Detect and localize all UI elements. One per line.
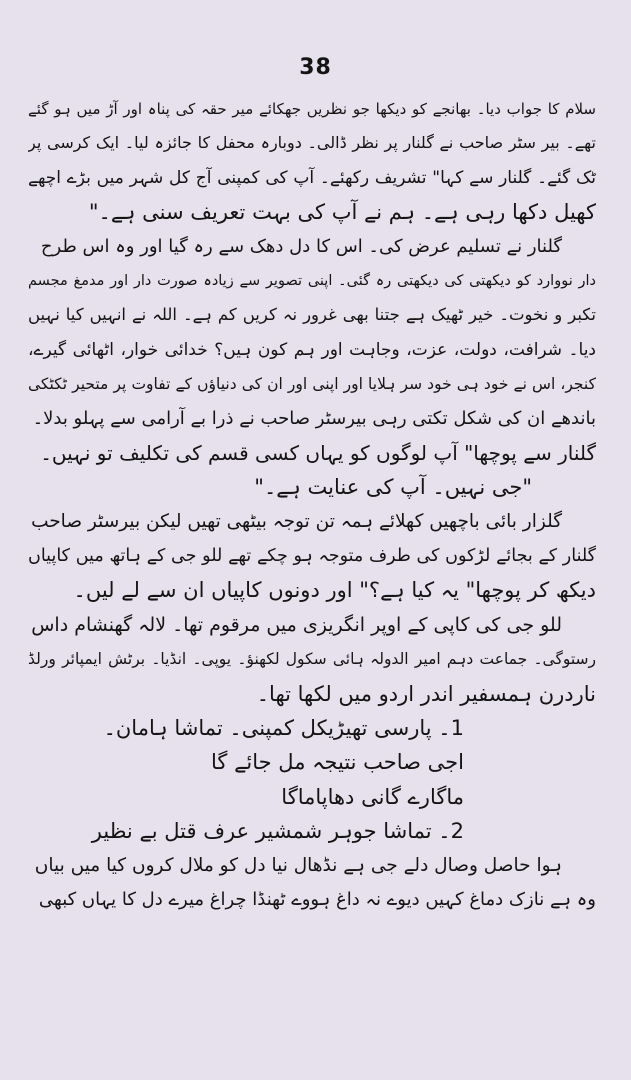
text-line: گلزار بائی باچھیں کھلائے ہمہ تن توجہ بیٹھی تھیں لیکن بیرسٹر صاحب [31,510,562,532]
text-line: کنجر، اس نے خود ہی خود سر ہلایا اور اپنی اور ان کی دنیاؤں کے تفاوت پر متحیر ٹکٹکی [28,375,596,394]
text-line: اجی صاحب نتیجہ مل جائے گا [211,750,464,775]
text-line: گلنار سے پوچھا" آپ لوگوں کو یہاں کسی قسم کی تکلیف تو نہیں۔ [40,440,596,465]
text-line: ماگارے گانی دھاپاماگا [281,784,464,809]
text-line: "جی نہیں۔ آپ کی عنایت ہے۔" [254,475,532,500]
text-line: ہوا حاصل وصال دلے جی ہے نڈھال نیا دل کو ملال کروں کیا میں بیاں [34,854,562,876]
text-line: دار نووارد کو دیکھتی کی دیکھتی رہ گئی۔ اپنی تصویر سے زیادہ صورت دار اور مدمغ مجسم [28,272,596,289]
page-number: 38 [299,55,332,80]
text-line: تھے۔ بیر سٹر صاحب نے گلنار پر نظر ڈالی۔ دوبارہ محفل کا جائزہ لیا۔ ایک کرسی پر [28,133,596,153]
text-line: دیا۔ شرافت، دولت، عزت، وجاہت اور ہم کون ہیں؟ خدائی خوار، اٹھائی گیرے، [28,339,596,360]
text-line: تکبر و نخوت۔ خیر ٹھیک ہے جتنا بھی غرور نہ کریں کم ہے۔ اللہ نے انہیں کیا نہیں [28,305,596,325]
text-line: گلنار نے تسلیم عرض کی۔ اس کا دل دھک سے رہ گیا اور وہ اس طرح [40,235,562,257]
text-line: وہ ہے نازک دماغ کہیں دیوے نہ داغ ہووے ٹھنڈا چراغ میرے دل کا یہاں کبھی [38,888,596,910]
text-body [28,92,596,917]
text-line: گلنار کے بجائے لڑکوں کی طرف متوجہ ہو چکے تھے للو جی کے ہاتھ میں کاپیاں [28,546,596,567]
text-line: للو جی کی کاپی کے اوپر انگریزی میں مرقوم تھا۔ لالہ گھنشام داس [31,613,562,636]
text-line: 1۔ پارسی تھیڑیکل کمپنی۔ تماشا ہامان۔ [103,716,464,741]
text-line: ناردرن ہمسفیر اندر اردو میں لکھا تھا۔ [256,681,596,706]
text-line: دیکھ کر پوچھا" یہ کیا ہے؟" اور دونوں کاپیاں ان سے لے لیں۔ [73,578,596,603]
text-line: کھیل دکھا رہی ہے۔ ہم نے آپ کی بہت تعریف سنی ہے۔" [88,200,596,225]
text-line: سلام کا جواب دیا۔ بھانجے کو دیکھا جو نظریں جھکائے میر حقہ کی پناہ اور آڑ میں ہو گئے [28,100,596,118]
text-line: باندھے ان کی شکل تکتی رہی بیرسٹر صاحب نے ذرا بے آرامی سے پہلو بدلا۔ [32,407,596,429]
text-line: ٹک گئے۔ گلنار سے کہا" تشریف رکھئے۔ آپ کی کمپنی آج کل شہر میں بڑے اچھے [28,167,596,188]
text-line: 2۔ تماشا جوہر شمشیر عرف قتل بے نظیر [91,819,464,844]
text-line: رستوگی۔ جماعت دہم امیر الدولہ ہائی سکول لکھنؤ۔ یوپی۔ انڈیا۔ برٹش ایمپائر ورلڈ [28,650,596,669]
